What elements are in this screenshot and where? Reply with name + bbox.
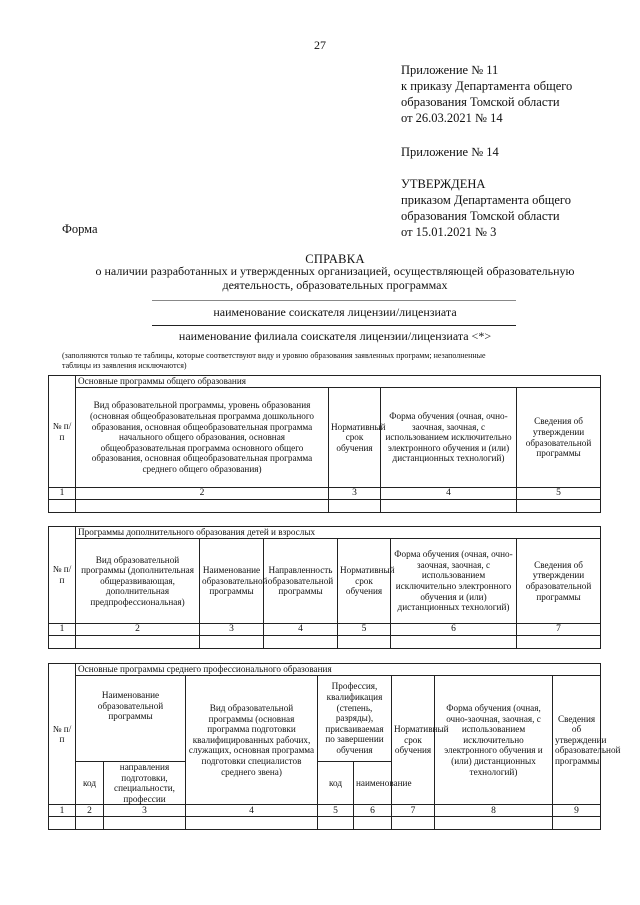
col-index: 2 [76, 805, 104, 817]
col-index: 4 [381, 488, 517, 500]
appendix-11-line: образования Томской области [401, 95, 560, 109]
fill-line [152, 325, 516, 326]
col-info-header: Сведения об утверждении образовательной программы [517, 539, 601, 624]
empty-cell[interactable] [517, 636, 601, 649]
note-line: таблицы из заявления исключаются) [62, 361, 187, 370]
section-title: Программы дополнительного образования детей и взрослых [76, 527, 601, 539]
col-kind-header: Вид образовательной программы (дополнительная общеразвивающая, дополнительная предпрофессиональная) [76, 539, 200, 624]
approved-line: от 15.01.2021 № 3 [401, 225, 497, 239]
vocational-education-table [48, 663, 621, 830]
section-title: Основные программы среднего профессионального образования [76, 664, 601, 676]
applicant-name-caption: наименование соискателя лицензии/лицензиата [213, 305, 457, 319]
appendix-11-line: от 26.03.2021 № 14 [401, 111, 503, 125]
approved-line: УТВЕРЖДЕНА [401, 177, 486, 191]
col-index: 1 [49, 488, 76, 500]
fill-line [152, 300, 516, 301]
col-index: 6 [391, 624, 517, 636]
col-index: 2 [76, 624, 200, 636]
empty-cell[interactable] [329, 500, 381, 513]
appendix-11-line: к приказу Департамента общего [401, 79, 573, 93]
document-subtitle [40, 264, 630, 292]
col-index: 8 [435, 805, 553, 817]
col-form-header: Форма обучения (очная, очно-заочная, заочная, с использованием исключительно электронного обучения и (или) дистанционных технологий) [391, 539, 517, 624]
col-code-header: код [76, 762, 104, 805]
empty-cell[interactable] [49, 636, 76, 649]
col-form-header: Форма обучения (очная, очно-заочная, заочная, с использованием исключительно электронного обучения и (или) дистанционных технологий) [381, 388, 517, 488]
col-index: 6 [354, 805, 392, 817]
col-index: 5 [318, 805, 354, 817]
empty-cell[interactable] [391, 636, 517, 649]
branch-name-caption: наименование филиала соискателя лицензии/лицензиата <*> [178, 329, 492, 343]
fill-note [62, 351, 582, 371]
col-term-header: Нормативный срок обучения [338, 539, 391, 624]
section-title: Основные программы общего образования [76, 376, 601, 388]
col-qual-code-header: код [318, 762, 354, 805]
col-num-header: № п/п [49, 527, 76, 624]
approved-line: образования Томской области [401, 209, 560, 223]
col-name-header: Наименование образовательной программы [76, 676, 186, 762]
col-focus-header: Направленность образовательной программы [264, 539, 338, 624]
empty-cell[interactable] [392, 817, 435, 830]
appendix-11-block [401, 62, 572, 126]
col-info-header: Сведения об утверждении образовательной программы [553, 676, 601, 805]
empty-cell[interactable] [435, 817, 553, 830]
col-name-header: Наименование образовательной программы [200, 539, 264, 624]
empty-cell[interactable] [76, 636, 200, 649]
col-index: 5 [517, 488, 601, 500]
col-index: 4 [186, 805, 318, 817]
col-num-header: № п/п [49, 664, 76, 805]
empty-cell[interactable] [76, 500, 329, 513]
col-index: 9 [553, 805, 601, 817]
additional-education-table [48, 526, 601, 649]
empty-cell[interactable] [49, 500, 76, 513]
col-qualification-header: Профессия, квалификация (степень, разряды), присваиваемая по завершении обучения [318, 676, 392, 762]
col-term-header: Нормативный срок обучения [392, 676, 435, 805]
subtitle-line: деятельность, образовательных программах [222, 278, 448, 292]
note-line: (заполняются только те таблицы, которые соответствуют виду и уровню образования заявленных программ; незаполненные [62, 351, 486, 360]
col-term-header: Нормативный срок обучения [329, 388, 381, 488]
col-index: 3 [200, 624, 264, 636]
col-index: 3 [104, 805, 186, 817]
empty-cell[interactable] [200, 636, 264, 649]
empty-cell[interactable] [104, 817, 186, 830]
col-direction-header: направления подготовки, специальности, профессии [104, 762, 186, 805]
col-info-header: Сведения об утверждении образовательной программы [517, 388, 601, 488]
empty-cell[interactable] [49, 817, 76, 830]
approved-block [401, 176, 571, 240]
document-title: СПРАВКА [305, 252, 365, 266]
col-index: 5 [338, 624, 391, 636]
page-number: 27 [314, 38, 326, 52]
col-index: 7 [392, 805, 435, 817]
empty-cell[interactable] [354, 817, 392, 830]
general-education-table [48, 375, 601, 513]
col-index: 7 [517, 624, 601, 636]
col-kind-header: Вид образовательной программы (основная программа подготовки квалифицированных рабочих, служащих, основная программа подготовки специалистов среднего звена) [186, 676, 318, 805]
appendix-11-line: Приложение № 11 [401, 63, 499, 77]
empty-cell[interactable] [186, 817, 318, 830]
form-label: Форма [62, 222, 98, 236]
empty-cell[interactable] [381, 500, 517, 513]
subtitle-line: о наличии разработанных и утвержденных организацией, осуществляющей образовательную [95, 264, 575, 278]
empty-cell[interactable] [318, 817, 354, 830]
appendix-14: Приложение № 14 [401, 145, 499, 159]
empty-cell[interactable] [264, 636, 338, 649]
col-index: 3 [329, 488, 381, 500]
col-index: 1 [49, 805, 76, 817]
col-kind-header: Вид образовательной программы, уровень образования (основная общеобразовательная программа дошкольного образования, основная общеобразовательная программа начального общего образования, основная общеобразовательная программа основного общего образования, основная общеобразовательная программа среднего общего образования) [76, 388, 329, 488]
empty-cell[interactable] [76, 817, 104, 830]
empty-cell[interactable] [517, 500, 601, 513]
col-index: 2 [76, 488, 329, 500]
col-qual-name-header: наименование [354, 762, 392, 805]
col-form-header: Форма обучения (очная, очно-заочная, заочная, с использованием исключительно электронного обучения и (или) дистанционных технологий) [435, 676, 553, 805]
col-num-header: № п/п [49, 376, 76, 488]
col-index: 4 [264, 624, 338, 636]
empty-cell[interactable] [338, 636, 391, 649]
col-index: 1 [49, 624, 76, 636]
empty-cell[interactable] [553, 817, 601, 830]
approved-line: приказом Департамента общего [401, 193, 571, 207]
